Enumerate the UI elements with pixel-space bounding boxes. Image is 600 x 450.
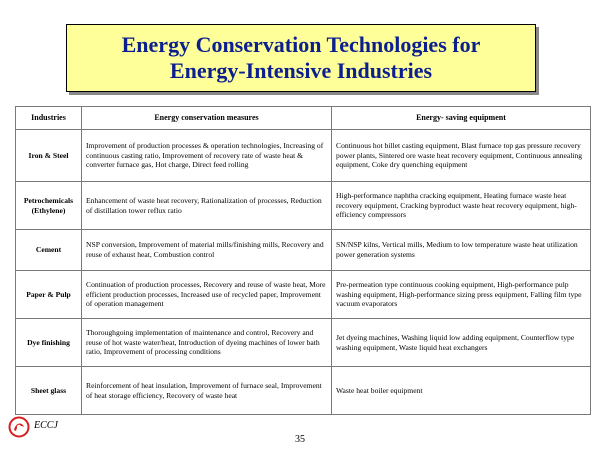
industry-cell: Sheet glass xyxy=(16,367,82,415)
header-industries: Industries xyxy=(16,107,82,130)
measures-cell: Continuation of production processes, Recovery and reuse of waste heat, More efficient production processes, Increased use of recycled paper, Improvement of operation management xyxy=(82,271,332,319)
equipment-cell: SN/NSP kilns, Vertical mills, Medium to low temperature waste heat utilization power generation systems xyxy=(332,230,591,271)
industry-cell: Dye finishing xyxy=(16,319,82,367)
industry-cell: Cement xyxy=(16,230,82,271)
industry-cell: Paper & Pulp xyxy=(16,271,82,319)
page-number: 35 xyxy=(295,434,305,445)
header-equipment: Energy- saving equipment xyxy=(332,107,591,130)
table-row xyxy=(16,271,591,319)
slide-title-line1: Energy Conservation Technologies for xyxy=(121,32,481,57)
measures-cell: Enhancement of waste heat recovery, Rationalization of processes, Reduction of distillation tower reflux ratio xyxy=(82,182,332,230)
measures-cell: Improvement of production processes & operation technologies, Increasing of continuous casting ratio, Improvement of recovery rate of waste heat & converter furnace gas, Hot charge, Direct feed rolling xyxy=(82,130,332,182)
measures-cell: Thoroughgoing implementation of maintenance and control, Recovery and reuse of hot waste water/heat, Introduction of dyeing machines of lower bath ratio, Improvement of processing conditions xyxy=(82,319,332,367)
slide-title-line2: Energy-Intensive Industries xyxy=(169,58,433,83)
table-row xyxy=(16,319,591,367)
equipment-cell: Continuous hot billet casting equipment, Blast furnace top gas pressure recovery power plants, Sintered ore waste heat recovery equipment, Continuous annealing equipment, Coke dry quenching equipment xyxy=(332,130,591,182)
equipment-cell: Pre-permeation type continuous cooking equipment, High-performance pulp washing equipment, High-performance sizing press equipment, Falling film type vacuum evaporators xyxy=(332,271,591,319)
measures-cell: NSP conversion, Improvement of material mills/finishing mills, Recovery and reuse of exhaust heat, Combustion control xyxy=(82,230,332,271)
table-row xyxy=(16,367,591,415)
table-row xyxy=(16,230,591,271)
table-row xyxy=(16,182,591,230)
slide-title-box xyxy=(66,24,536,92)
header-measures: Energy conservation measures xyxy=(82,107,332,130)
equipment-cell: Waste heat boiler equipment xyxy=(332,367,591,415)
industry-cell: Petrochemicals (Ethylene) xyxy=(16,182,82,230)
logo-text: ECCJ xyxy=(34,420,58,431)
conservation-table xyxy=(15,106,591,415)
measures-cell: Reinforcement of heat insulation, Improvement of furnace seal, Improvement of heat storage efficiency, Recovery of waste heat xyxy=(82,367,332,415)
table-row xyxy=(16,130,591,182)
equipment-cell: Jet dyeing machines, Washing liquid low adding equipment, Counterflow type washing equipment, Waste liquid heat exchangers xyxy=(332,319,591,367)
equipment-cell: High-performance naphtha cracking equipment, Heating furnace waste heat recovery equipment, Cracking byproduct waste heat recovery equipment, high-efficiency compressors xyxy=(332,182,591,230)
table-header-row xyxy=(16,107,591,130)
industry-cell: Iron & Steel xyxy=(16,130,82,182)
